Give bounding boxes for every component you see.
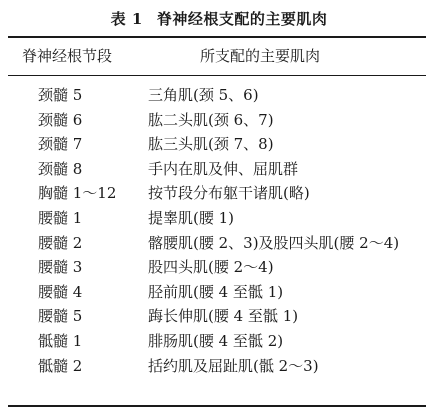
table-row (0, 108, 438, 133)
muscles-cell: 髂腰肌(腰 2、3)及股四头肌(腰 2～4) (148, 233, 400, 252)
table-row (0, 83, 438, 108)
muscles-cell: 括约肌及屈趾肌(骶 2～3) (148, 356, 319, 375)
segment-cell: 颈髓 6 (38, 110, 83, 129)
segment-cell: 腰髓 3 (38, 258, 83, 277)
muscles-cell: 胫前肌(腰 4 至骶 1) (148, 282, 284, 301)
segment-cell: 腰髓 4 (38, 282, 83, 301)
segment-cell: 颈髓 7 (38, 135, 83, 154)
table-row (0, 181, 438, 206)
table-number: 表 1 (110, 10, 143, 28)
muscles-cell: 股四头肌(腰 2～4) (148, 258, 274, 277)
muscles-cell: 肱二头肌(颈 6、7) (148, 110, 274, 129)
muscles-cell: 腓肠肌(腰 4 至骶 2) (148, 331, 284, 350)
table-row (0, 132, 438, 157)
segment-cell: 胸髓 1～12 (38, 184, 117, 203)
table-row (0, 157, 438, 182)
muscles-cell: 提睾肌(腰 1) (148, 208, 235, 227)
table-row (0, 329, 438, 354)
muscles-cell: 三角肌(颈 5、6) (148, 86, 259, 104)
segment-cell: 腰髓 5 (38, 307, 83, 326)
table-row (0, 304, 438, 329)
muscles-cell: 肱三头肌(颈 7、8) (148, 135, 274, 154)
muscles-cell: 手内在肌及伸、屈肌群 (148, 159, 299, 178)
table-title (0, 8, 438, 29)
top-rule (8, 36, 426, 38)
table-row (0, 354, 438, 379)
table-row (0, 280, 438, 305)
segment-cell: 骶髓 1 (38, 331, 83, 350)
table-row (0, 206, 438, 231)
muscles-cell: 踇长伸肌(腰 4 至骶 1) (148, 307, 299, 326)
segment-cell: 颈髓 5 (38, 86, 83, 104)
column-header-segment: 脊神经根节段 (22, 47, 113, 65)
table-row (0, 255, 438, 280)
bottom-rule (8, 405, 426, 407)
segment-cell: 颈髓 8 (38, 159, 83, 178)
muscles-cell: 按节段分布躯干诸肌(略) (148, 184, 310, 203)
table-caption: 脊神经根支配的主要肌肉 (156, 10, 328, 28)
header-rule (8, 75, 426, 76)
segment-cell: 骶髓 2 (38, 356, 83, 375)
column-header-muscles: 所支配的主要肌肉 (200, 47, 321, 65)
segment-cell: 腰髓 2 (38, 233, 83, 252)
table-header (0, 45, 438, 69)
table-row (0, 231, 438, 256)
table-body (0, 83, 438, 378)
segment-cell: 腰髓 1 (38, 208, 83, 227)
